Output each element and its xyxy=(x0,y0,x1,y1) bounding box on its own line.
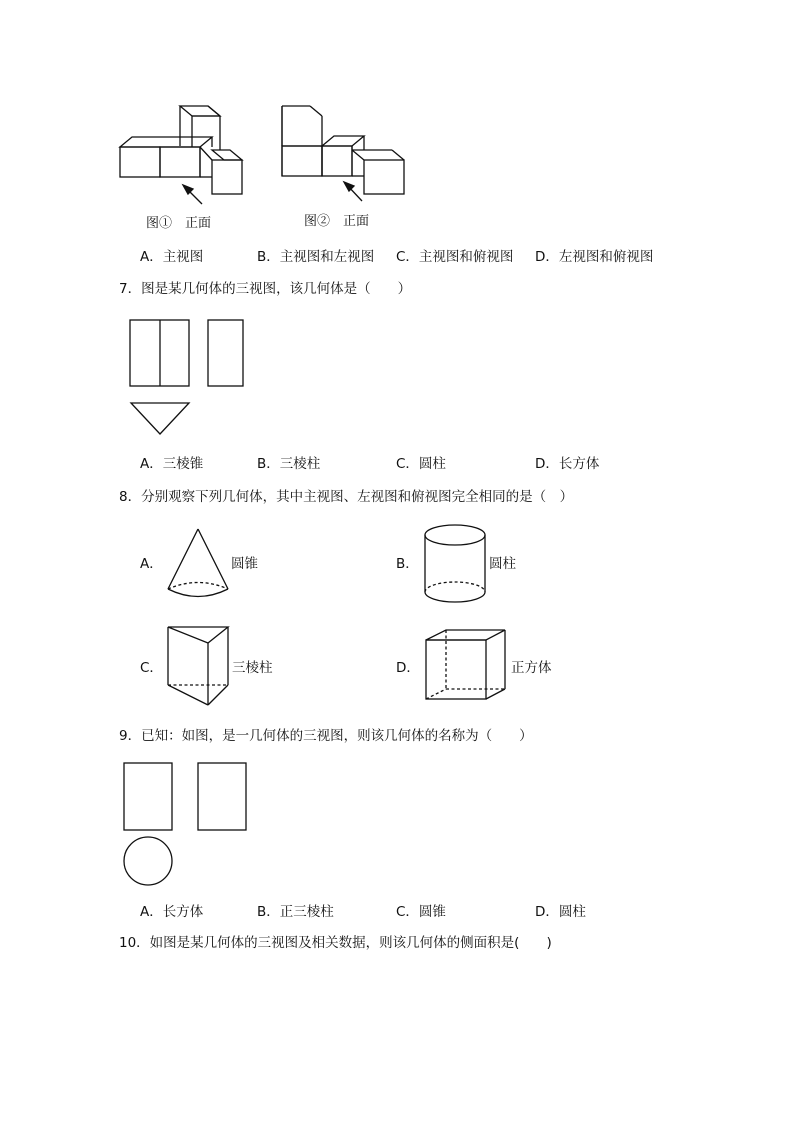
q10-stem: 10．如图是某几何体的三视图及相关数据，则该几何体的侧面积是( ) xyxy=(119,935,552,951)
q9-option-a: A．长方体 xyxy=(140,904,204,920)
q7-option-b: B．三棱柱 xyxy=(257,456,321,472)
q8-option-a-letter: A． xyxy=(140,556,163,572)
q8-option-d-letter: D． xyxy=(396,660,420,676)
q9-option-b: B．正三棱柱 xyxy=(257,904,334,920)
q6-option-a: A．主视图 xyxy=(140,249,204,265)
q8-option-b-letter: B． xyxy=(396,556,419,572)
q8-stem: 8．分别观察下列几何体，其中主视图、左视图和俯视图完全相同的是（ ） xyxy=(119,489,574,505)
q7-option-a: A．三棱锥 xyxy=(140,456,204,472)
q8-option-a-name: 圆锥 xyxy=(231,556,258,572)
q9-option-d: D．圆柱 xyxy=(535,904,586,920)
q6-option-d: D．左视图和俯视图 xyxy=(535,249,654,265)
q9-option-c: C．圆锥 xyxy=(396,904,446,920)
q6-fig2-caption: 图② 正面 xyxy=(304,214,370,229)
q8-option-c-letter: C． xyxy=(140,660,163,676)
q6-option-b: B．主视图和左视图 xyxy=(257,249,375,265)
q7-option-d: D．长方体 xyxy=(535,456,600,472)
q6-option-c: C．主视图和俯视图 xyxy=(396,249,514,265)
q8-option-c-name: 三棱柱 xyxy=(232,660,273,676)
q7-option-c: C．圆柱 xyxy=(396,456,446,472)
q7-stem: 7．图是某几何体的三视图，该几何体是（ ） xyxy=(119,281,412,297)
q6-fig1-caption: 图① 正面 xyxy=(146,216,212,231)
q9-stem: 9．已知：如图，是一几何体的三视图，则该几何体的名称为（ ） xyxy=(119,728,533,744)
q8-option-d-name: 正方体 xyxy=(511,660,552,676)
q8-option-b-name: 圆柱 xyxy=(489,556,516,572)
